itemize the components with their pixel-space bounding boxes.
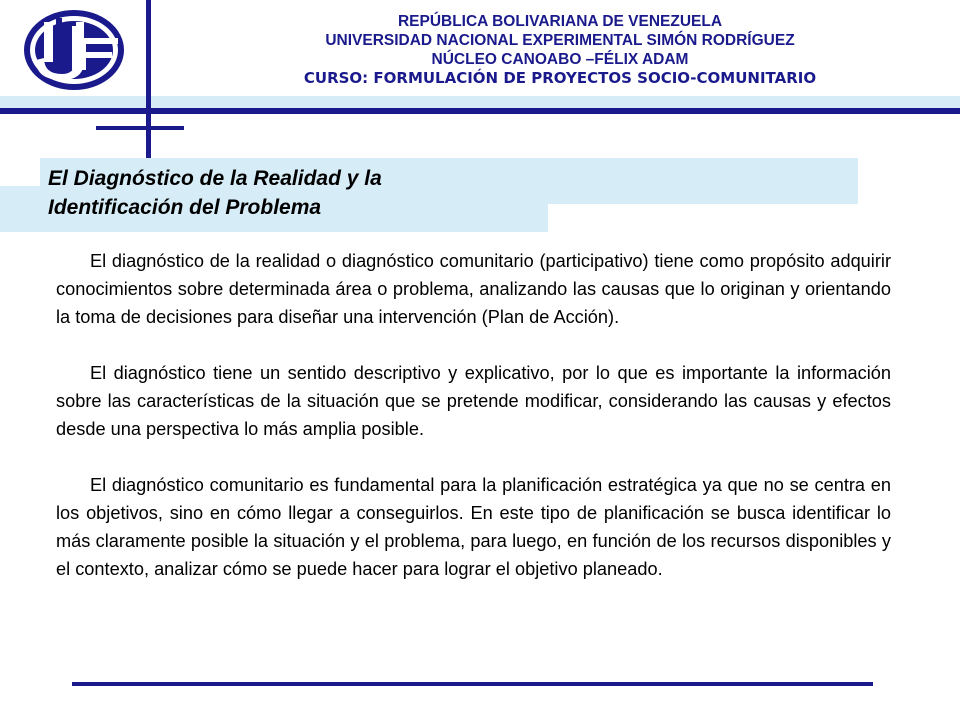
short-rule bbox=[96, 126, 184, 130]
university-logo-icon bbox=[22, 8, 126, 92]
section-title bbox=[48, 164, 548, 222]
institution-header bbox=[170, 12, 950, 88]
paragraph: El diagnóstico tiene un sentido descriptivo y explicativo, por lo que es importante la información sobre las características de la situación que se pretende modificar, considerando las causas y efectos desde una perspectiva lo más amplia posible. bbox=[56, 363, 891, 439]
paragraph: El diagnóstico de la realidad o diagnóstico comunitario (participativo) tiene como propósito adquirir conocimientos sobre determinada área o problema, analizando las causas que lo originan y orientando la toma de decisiones para diseñar una intervención (Plan de Acción). bbox=[56, 251, 891, 327]
section-title-line2: Identificación del Problema bbox=[48, 196, 322, 219]
body-content bbox=[56, 247, 891, 611]
header-course: CURSO: FORMULACIÓN DE PROYECTOS SOCIO-COMUNITARIO bbox=[303, 69, 817, 87]
header-band bbox=[0, 96, 960, 108]
vertical-rule bbox=[146, 0, 151, 162]
header-rule bbox=[0, 108, 960, 114]
header-country: REPÚBLICA BOLIVARIANA DE VENEZUELA bbox=[397, 13, 723, 30]
footer-rule bbox=[72, 682, 873, 686]
header-campus: NÚCLEO CANOABO –FÉLIX ADAM bbox=[431, 51, 689, 68]
section-title-line1: El Diagnóstico de la Realidad y la bbox=[48, 167, 382, 190]
paragraph: El diagnóstico comunitario es fundamental para la planificación estratégica ya que no se centra en los objetivos, sino en cómo llegar a conseguirlos. En este tipo de planificación se busca identificar lo más claramente posible la situación y el problema, para luego, en función de los recursos disponibles y el contexto, analizar cómo se puede hacer para lograr el objetivo planeado. bbox=[56, 475, 891, 579]
header-university: UNIVERSIDAD NACIONAL EXPERIMENTAL SIMÓN RODRÍGUEZ bbox=[325, 32, 795, 49]
